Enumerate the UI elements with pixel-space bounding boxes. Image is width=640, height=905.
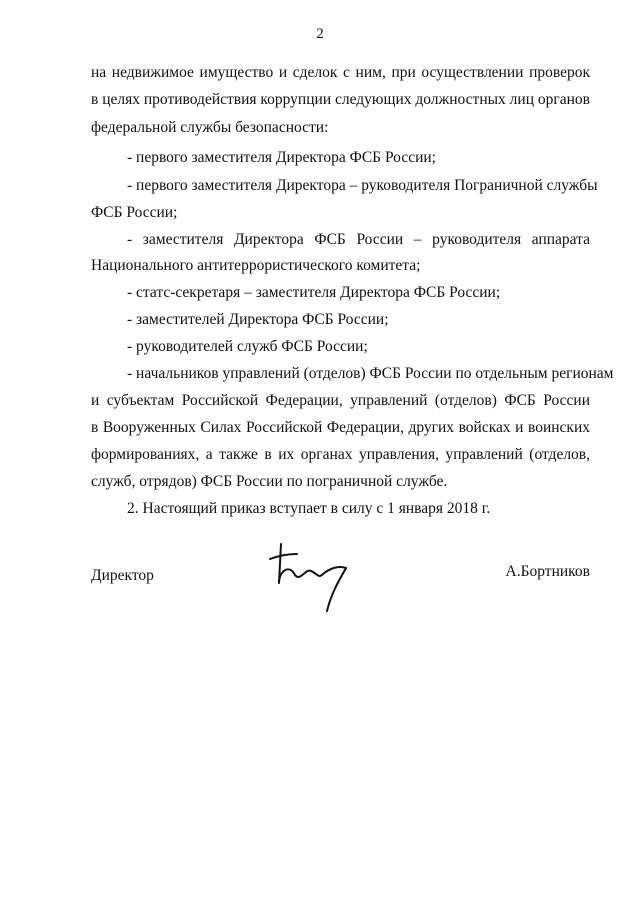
effective-date-paragraph: 2. Настоящий приказ вступает в силу с 1 января 2018 г. [127, 500, 491, 517]
list-item-department-heads-line-2: и субъектам Российской Федерации, управлений (отделов) ФСБ России [91, 392, 590, 409]
list-item-deputy-antiterror-line-2: Национального антитеррористического комитета; [91, 257, 421, 274]
list-item-service-heads: - руководителей служб ФСБ России; [127, 338, 368, 355]
page-number: 2 [316, 26, 324, 42]
list-item-department-heads-line-3: в Вооруженных Силах Российской Федерации, других войсках и воинских [91, 419, 590, 436]
signature-name: А.Бортников [505, 563, 590, 580]
list-item-department-heads-line-5: служб, отрядов) ФСБ России по пограничной службе. [91, 473, 448, 490]
list-item-state-secretary: - статс-секретаря – заместителя Директора ФСБ России; [127, 284, 501, 301]
signature-title: Директор [91, 567, 154, 584]
list-item-first-deputy-border-service-line-1: - первого заместителя Директора – руководителя Пограничной службы [127, 177, 598, 194]
list-item-first-deputy-border-service-line-2: ФСБ России; [91, 204, 178, 221]
list-item-deputy-antiterror-line-1: - заместителя Директора ФСБ России – руководителя аппарата [127, 231, 590, 248]
list-item-department-heads-line-1: - начальников управлений (отделов) ФСБ России по отдельным регионам [127, 365, 614, 382]
list-item-first-deputy-director: - первого заместителя Директора ФСБ России; [127, 149, 436, 166]
list-item-department-heads-line-4: формированиях, а также в их органах управления, управлений (отделов, [91, 446, 590, 463]
list-item-deputies: - заместителей Директора ФСБ России; [127, 311, 389, 328]
handwritten-signature-icon [268, 540, 358, 620]
paragraph-line-2: в целях противодействия коррупции следующих должностных лиц органов [91, 91, 590, 108]
paragraph-line-1: на недвижимое имущество и сделок с ним, при осуществлении проверок [91, 64, 590, 81]
paragraph-line-3: федеральной службы безопасности: [91, 119, 329, 136]
